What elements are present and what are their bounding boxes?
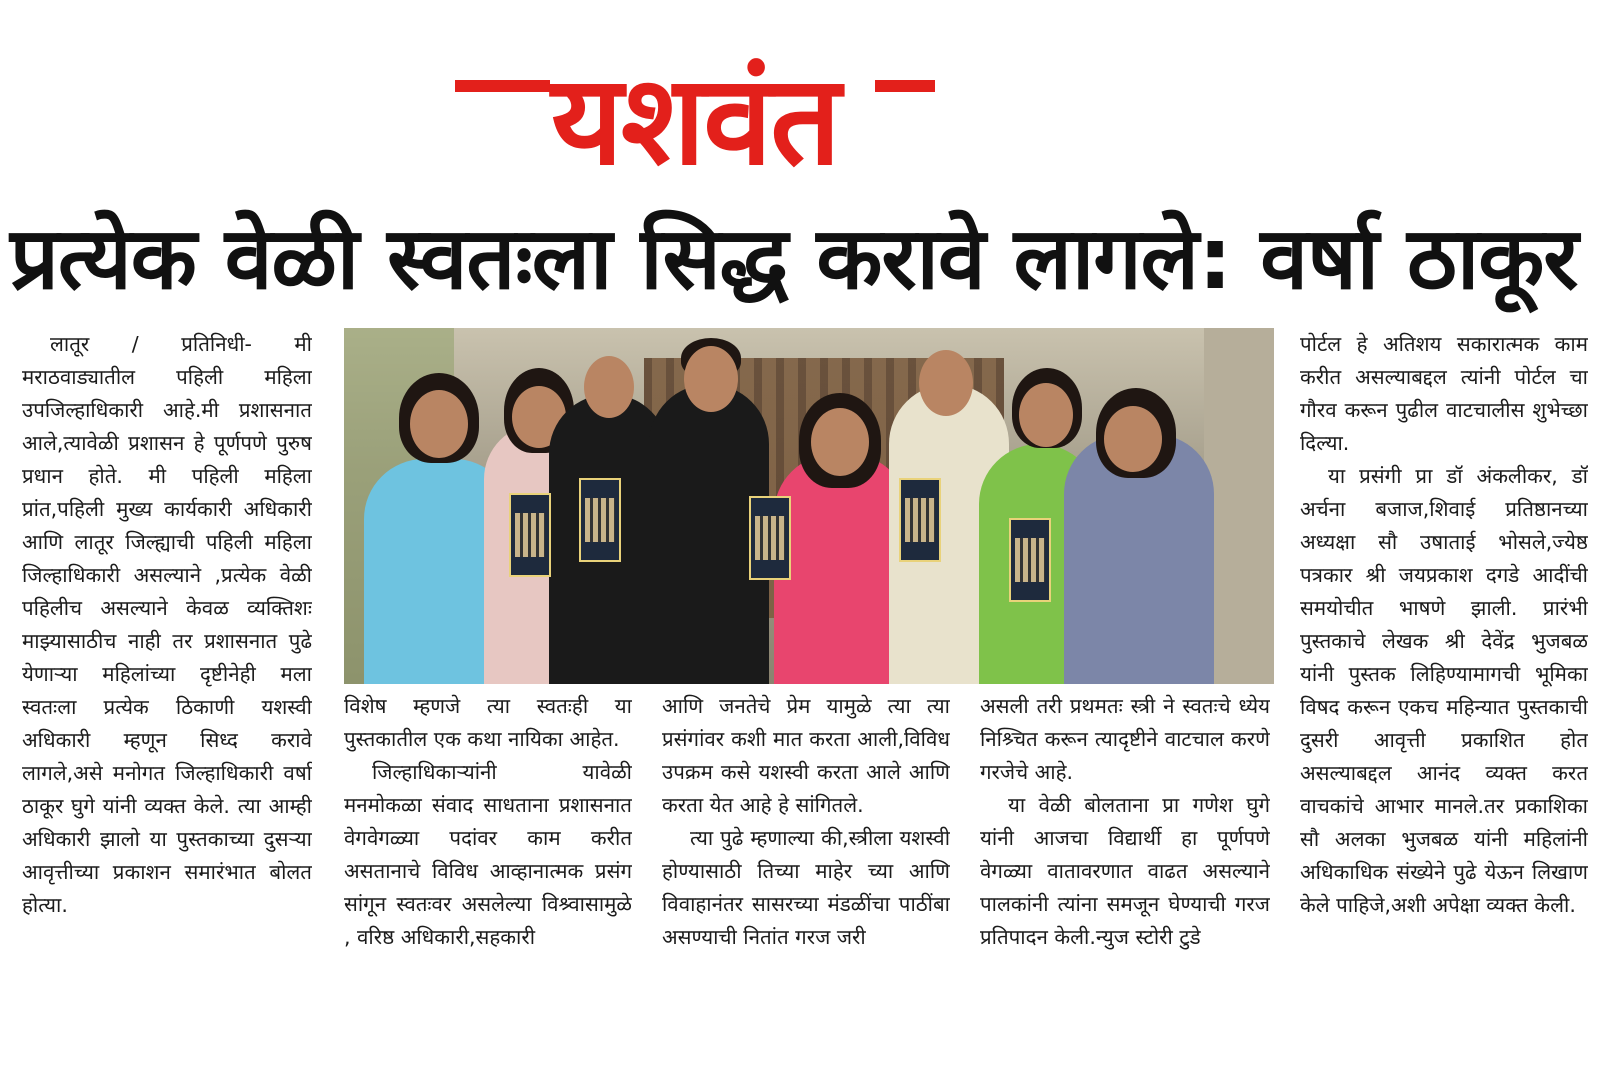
paragraph: आणि जनतेचे प्रेम यामुळे त्या त्या प्रसंगांवर कशी मात करता आली,विविध उपक्रम कसे यशस्वी करता आले आणि करता येत आहे हे सांगितले. xyxy=(662,694,950,817)
photo-wall xyxy=(1204,328,1274,684)
article-column-5 xyxy=(1300,328,1588,1038)
event-photo xyxy=(344,328,1274,684)
person-face xyxy=(410,390,468,458)
paragraph: या प्रसंगी प्रा डॉ अंकलीकर, डॉ अर्चना बजाज,शिवाई प्रतिष्ठानच्या अध्यक्षा सौ उषाताई भोसले,ज्येष्ठ पत्रकार श्री जयप्रकाश दगडे आदींची समयोचीत भाषणे झाली. प्रारंभी पुस्तकाचे लेखक श्री देवेंद्र भुजबळ यांनी पुस्तक लिहिण्यामागची भूमिका विषद करून एकच महिन्यात पुस्तकाची दुसरी आवृत्ती प्रकाशित होत असल्याबद्दल आनंद व्यक्त करत वाचकांचे आभार मानले.तर प्रकाशिका सौ अलका भुजबळ यांनी महिलांनी अधिकाधिक संख्येने पुढे येऊन लिखाण केले पाहिजे,अशी अपेक्षा व्यक्त केली. xyxy=(1300,464,1588,917)
book-cover xyxy=(749,496,791,580)
paragraph: असली तरी प्रथमतः स्त्री ने स्वतःचे ध्येय निश्र्चित करून त्यादृष्टीने वाटचाल करणे गरजेचे आहे. xyxy=(980,694,1270,784)
masthead-title: यशवंत xyxy=(551,49,839,193)
paragraph: जिल्हाधिकाऱ्यांनी यावेळी मनमोकळा संवाद साधताना प्रशासनात वेगवेगळ्या पदांवर काम करीत असतानाचे विविध आव्हानात्मक प्रसंग सांगून स्वतःवर असलेल्या विश्र्वासामुळे , वरिष्ठ अधिकारी,सहकारी xyxy=(344,760,632,949)
person-face xyxy=(684,346,738,412)
newspaper-masthead xyxy=(455,28,935,198)
article-column-1 xyxy=(22,328,312,1038)
paragraph: विशेष म्हणजे त्या स्वतःही या पुस्तकातील एक कथा नायिका आहेत. xyxy=(344,694,632,751)
article-column-3 xyxy=(662,690,950,1035)
person-face xyxy=(584,356,634,418)
book-cover xyxy=(899,478,941,562)
book-cover xyxy=(1009,518,1051,602)
book-cover xyxy=(509,493,551,577)
paragraph: त्या पुढे म्हणाल्या की,स्त्रीला यशस्वी होण्यासाठी तिच्या माहेर च्या आणि विवाहानंतर सासरच्या मंडळींचा पाठींबा असण्याची नितांत गरज जरी xyxy=(662,826,950,949)
person-face xyxy=(919,350,973,416)
article-column-2 xyxy=(344,690,632,1035)
person-face xyxy=(1104,406,1162,472)
person-face xyxy=(1019,383,1073,447)
person-face xyxy=(811,408,869,476)
article-headline: प्रत्येक वेळी स्वतःला सिद्ध करावे लागले: वर्षा ठाकूर xyxy=(10,209,1578,309)
paragraph: या वेळी बोलताना प्रा गणेश घुगे यांनी आजचा विद्यार्थी हा पूर्णपणे वेगळ्या वातावरणात वाढत असल्याने पालकांनी त्यांना समजून घेण्याची गरज प्रतिपादन केली.न्युज स्टोरी टुडे xyxy=(980,793,1270,949)
paragraph: लातूर / प्रतिनिधी- मी मराठवाड्यातील पहिली महिला उपजिल्हाधिकारी आहे.मी प्रशासनात आले,त्यावेळी प्रशासन हे पूर्णपणे पुरुष प्रधान होते. मी पहिली महिला प्रांत,पहिली मुख्य कार्यकारी अधिकारी आणि लातूर जिल्ह्याची पहिली महिला जिल्हाधिकारी असल्याने ,प्रत्येक वेळी पहिलीच असल्याने केवळ व्यक्तिशः माझ्यासाठीच नाही तर प्रशासनात पुढे येणाऱ्या महिलांच्या दृष्टीनेही मला स्वतःला प्रत्येक ठिकाणी यशस्वी अधिकारी म्हणून सिध्द करावे लागले,असे मनोगत जिल्हाधिकारी वर्षा ठाकूर घुगे यांनी व्यक्त केले. त्या आम्ही अधिकारी झालो या पुस्तकाच्या दुसऱ्या आवृत्तीच्या प्रकाशन समारंभात बोलत होत्या. xyxy=(22,332,312,917)
article-column-4 xyxy=(980,690,1270,1035)
book-cover xyxy=(579,478,621,562)
paragraph: पोर्टल हे अतिशय सकारात्मक काम करीत असल्याबद्दल त्यांनी पोर्टल चा गौरव करून पुढील वाटचालीस शुभेच्छा दिल्या. xyxy=(1300,332,1588,455)
